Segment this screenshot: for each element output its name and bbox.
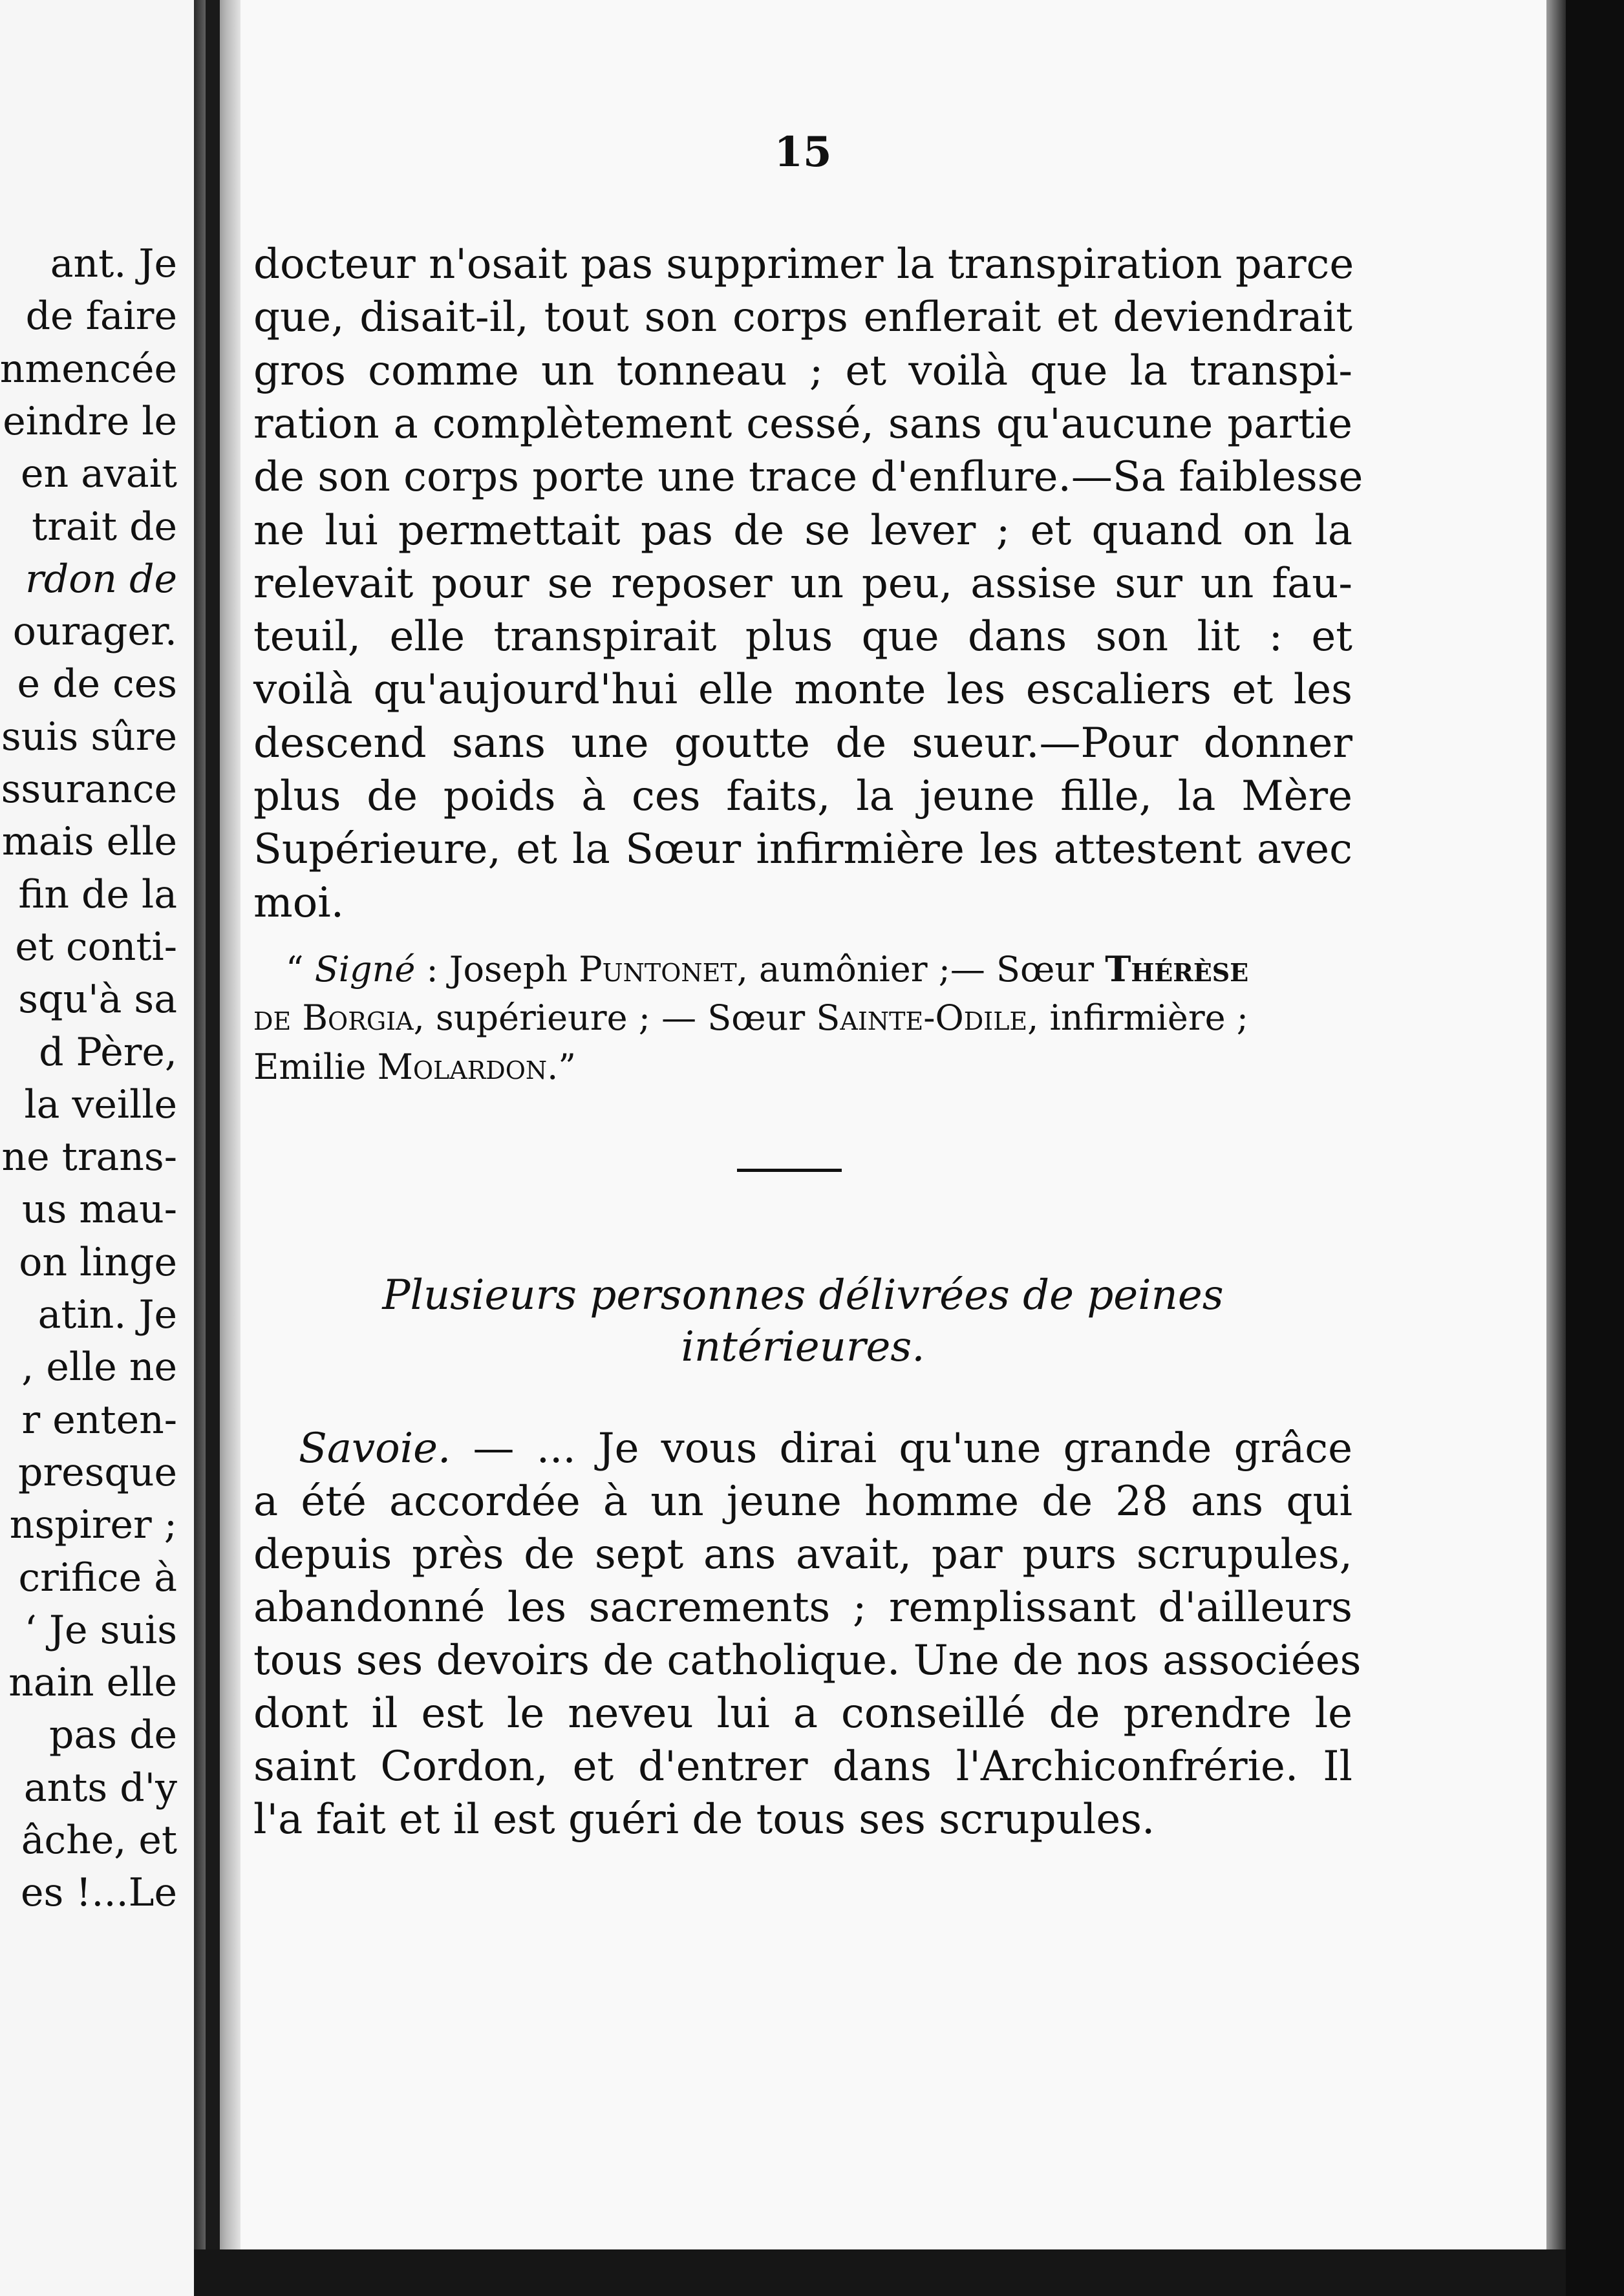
text-line: de son corps porte une trace d'enflure.—Sa faiblesse [253, 453, 1363, 501]
previous-page-line: nain elle [8, 1660, 177, 1705]
previous-page-fragment [0, 0, 194, 2296]
previous-page-line: d Père, [39, 1030, 177, 1075]
previous-page-line: la veille [24, 1082, 177, 1127]
text-line: que, disait-il, tout son corps enflerait et deviendrait [253, 293, 1352, 341]
previous-page-line: nmencée [0, 346, 177, 392]
signature-line-1: “ Signé : Joseph Puntonet, aumônier ;— Sœur Thérèse [286, 948, 1249, 990]
section-heading-line-1: Plusieurs personnes délivrées de peines [382, 1271, 1224, 1319]
text-line: l'a fait et il est guéri de tous ses scrupules. [253, 1796, 1155, 1844]
previous-page-line: on linge [19, 1240, 177, 1285]
previous-page-line: atin. Je [37, 1292, 177, 1337]
previous-page-line: de faire [25, 293, 177, 339]
text-line: saint Cordon, et d'entrer dans l'Archiconfrérie. Il [253, 1743, 1352, 1791]
previous-page-line: presque [18, 1450, 177, 1495]
section-divider [737, 1169, 842, 1172]
page-right-edge [1546, 0, 1566, 2296]
page-bottom-edge [194, 2249, 1566, 2296]
previous-page-line: us mau- [21, 1187, 177, 1232]
text-line: abandonné les sacrements ; remplissant d'ailleurs [253, 1584, 1352, 1632]
signature-line-3: Emilie Molardon.” [253, 1047, 576, 1087]
previous-page-line: ants d'y [23, 1765, 177, 1811]
previous-page-line: ‘ Je suis [24, 1608, 177, 1653]
previous-page-line: pas de [49, 1712, 177, 1758]
text-line: relevait pour se reposer un peu, assise sur un fau- [253, 560, 1352, 608]
previous-page-line: r enten- [21, 1398, 177, 1443]
previous-page-line: rdon de [25, 557, 177, 602]
previous-page-line: squ'à sa [18, 977, 177, 1022]
gutter-shadow [206, 0, 220, 2296]
previous-page-line: crifice à [18, 1555, 177, 1600]
page-number: 15 [774, 128, 832, 176]
text-line: dont il est le neveu lui a conseillé de prendre le [253, 1690, 1352, 1738]
previous-page-line: e de ces [17, 661, 177, 707]
text-line: ration a complètement cessé, sans qu'aucune partie [253, 400, 1352, 448]
previous-page-line: trait de [32, 504, 177, 549]
text-line: tous ses devoirs de catholique. Une de nos associées [253, 1637, 1362, 1685]
previous-page-line: ssurance [1, 767, 177, 812]
paragraph-savoie-first-line: Savoie. — ... Je vous dirai qu'une grande grâce [299, 1425, 1352, 1472]
previous-page-line: , elle ne [21, 1345, 177, 1390]
previous-page-line: ant. Je [50, 241, 177, 286]
previous-page-line: et conti- [15, 924, 177, 970]
previous-page-line: eindre le [3, 399, 177, 444]
previous-page-line: nspirer ; [9, 1502, 177, 1547]
previous-page-line: mais elle [1, 819, 177, 864]
text-line: Supérieure, et la Sœur infirmière les attestent avec [253, 825, 1352, 873]
text-line: ne lui permettait pas de se lever ; et quand on la [253, 507, 1352, 555]
text-line: docteur n'osait pas supprimer la transpiration parce [253, 240, 1354, 288]
text-line: voilà qu'aujourd'hui elle monte les escaliers et les [253, 666, 1352, 714]
text-line: descend sans une goutte de sueur.—Pour donner [253, 719, 1352, 767]
text-line: plus de poids à ces faits, la jeune fille, la Mère [253, 772, 1352, 820]
previous-page-line: âche, et [21, 1818, 177, 1863]
text-line: teuil, elle transpirait plus que dans son lit : et [253, 613, 1352, 661]
previous-page-line: fin de la [18, 872, 177, 917]
text-line: gros comme un tonneau ; et voilà que la transpi- [253, 347, 1352, 395]
previous-page-line: es !...Le [20, 1870, 177, 1915]
previous-page-line: ourager. [12, 609, 177, 654]
signature-line-2: de Borgia, supérieure ; — Sœur Sainte-Odile, infirmière ; [253, 997, 1248, 1038]
book-page [240, 0, 1546, 2249]
previous-page-line: en avait [21, 451, 177, 496]
previous-page-line: suis sûre [1, 714, 177, 760]
section-heading-line-2: intérieures. [681, 1323, 925, 1371]
text-line: moi. [253, 879, 345, 927]
text-line: depuis près de sept ans avait, par purs scrupules, [253, 1531, 1352, 1578]
previous-page-line: ne trans- [1, 1134, 177, 1180]
text-line: a été accordée à un jeune homme de 28 ans qui [253, 1478, 1352, 1525]
